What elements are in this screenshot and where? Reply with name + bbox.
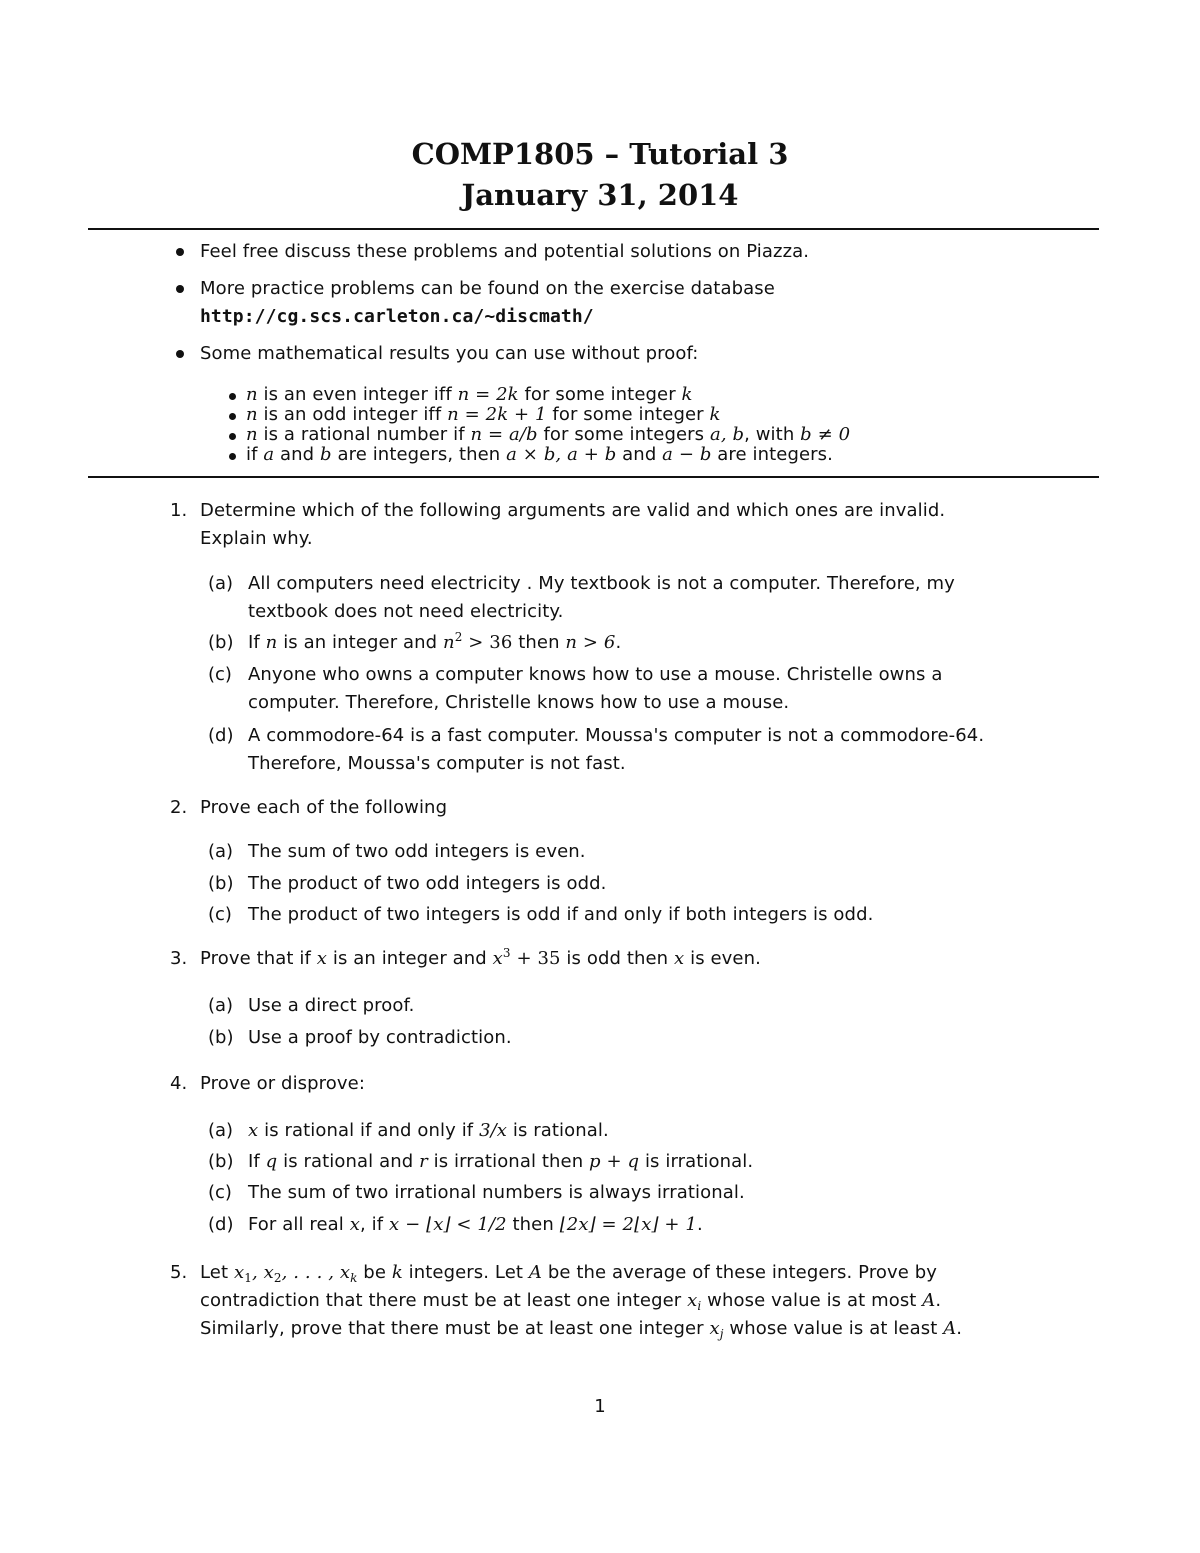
problem-2c-text: The product of two integers is odd if and only if both integers is odd. (248, 904, 874, 925)
note-practice: More practice problems can be found on the exercise database (200, 278, 775, 299)
problem-5-text: Let $x_1$, $x_2$, . . . , $x_k$ be k integers. Let A be the average of these integers. Prove by (200, 1262, 938, 1285)
problem-1a-text: textbook does not need electricity. (248, 601, 564, 622)
bullet-icon (176, 248, 184, 256)
problem-4d-text: For all real x, if x − ⌊x⌋ < 1/2 then ⌊2x⌋ = 2⌊x⌋ + 1. (248, 1214, 703, 1235)
top-rule (88, 228, 1099, 230)
subpart-label: (a) (208, 995, 234, 1016)
problem-1c-text: computer. Therefore, Christelle knows how to use a mouse. (248, 692, 790, 713)
problem-4-text: Prove or disprove: (200, 1073, 365, 1094)
subpart-label: (b) (208, 873, 234, 894)
problem-number: 3. (170, 948, 188, 969)
subpart-label: (c) (208, 1182, 232, 1203)
page-number: 1 (594, 1396, 606, 1417)
subpart-label: (d) (208, 1214, 234, 1235)
document-date: January 31, 2014 (461, 178, 739, 212)
problem-number: 1. (170, 500, 188, 521)
problem-1-text: Explain why. (200, 528, 313, 549)
problem-4a-text: x is rational if and only if 3/x is rational. (248, 1120, 609, 1141)
subpart-label: (a) (208, 573, 234, 594)
bullet-icon (176, 285, 184, 293)
problem-number: 4. (170, 1073, 188, 1094)
problem-number: 5. (170, 1262, 188, 1283)
fact-rational: n is a rational number if n = a/b for some integers a, b, with b ≠ 0 (246, 424, 851, 445)
database-link[interactable]: http://cg.scs.carleton.ca/~discmath/ (200, 306, 594, 327)
bottom-rule (88, 476, 1099, 478)
bullet-icon (176, 350, 184, 358)
subpart-label: (d) (208, 725, 234, 746)
fact-closure: if a and b are integers, then a × b, a + b and a − b are integers. (246, 444, 833, 465)
problem-5-text: Similarly, prove that there must be at least one integer $x_j$ whose value is at least A. (200, 1318, 963, 1341)
subpart-label: (a) (208, 1120, 234, 1141)
subpart-label: (c) (208, 664, 232, 685)
problem-4c-text: The sum of two irrational numbers is always irrational. (248, 1182, 745, 1203)
subpart-label: (c) (208, 904, 232, 925)
problem-3b-text: Use a proof by contradiction. (248, 1027, 512, 1048)
fact-even: n is an even integer iff n = 2k for some integer k (246, 384, 693, 405)
problem-4b-text: If q is rational and r is irrational then p + q is irrational. (248, 1151, 754, 1172)
problem-1c-text: Anyone who owns a computer knows how to use a mouse. Christelle owns a (248, 664, 943, 685)
bullet-icon (229, 393, 236, 400)
problem-number: 2. (170, 797, 188, 818)
note-results: Some mathematical results you can use without proof: (200, 343, 699, 364)
subpart-label: (b) (208, 1027, 234, 1048)
subpart-label: (b) (208, 1151, 234, 1172)
problem-1d-text: A commodore-64 is a fast computer. Moussa's computer is not a commodore-64. (248, 725, 985, 746)
problem-1a-text: All computers need electricity . My textbook is not a computer. Therefore, my (248, 573, 955, 594)
problem-1b-text: If n is an integer and $n^2 > 36$ then n > 6. (248, 630, 622, 653)
bullet-icon (229, 433, 236, 440)
problem-3a-text: Use a direct proof. (248, 995, 415, 1016)
bullet-icon (229, 453, 236, 460)
subpart-label: (a) (208, 841, 234, 862)
problem-3-text: Prove that if x is an integer and $x^3 + 35$ is odd then x is even. (200, 946, 761, 969)
subpart-label: (b) (208, 632, 234, 653)
problem-2a-text: The sum of two odd integers is even. (248, 841, 586, 862)
note-piazza: Feel free discuss these problems and potential solutions on Piazza. (200, 241, 810, 262)
bullet-icon (229, 413, 236, 420)
problem-2-text: Prove each of the following (200, 797, 448, 818)
document-title: COMP1805 – Tutorial 3 (411, 137, 789, 171)
problem-5-text: contradiction that there must be at least one integer $x_i$ whose value is at most A. (200, 1290, 942, 1313)
fact-odd: n is an odd integer iff n = 2k + 1 for some integer k (246, 404, 721, 425)
problem-2b-text: The product of two odd integers is odd. (248, 873, 607, 894)
problem-1d-text: Therefore, Moussa's computer is not fast. (248, 753, 626, 774)
problem-1-text: Determine which of the following arguments are valid and which ones are invalid. (200, 500, 946, 521)
